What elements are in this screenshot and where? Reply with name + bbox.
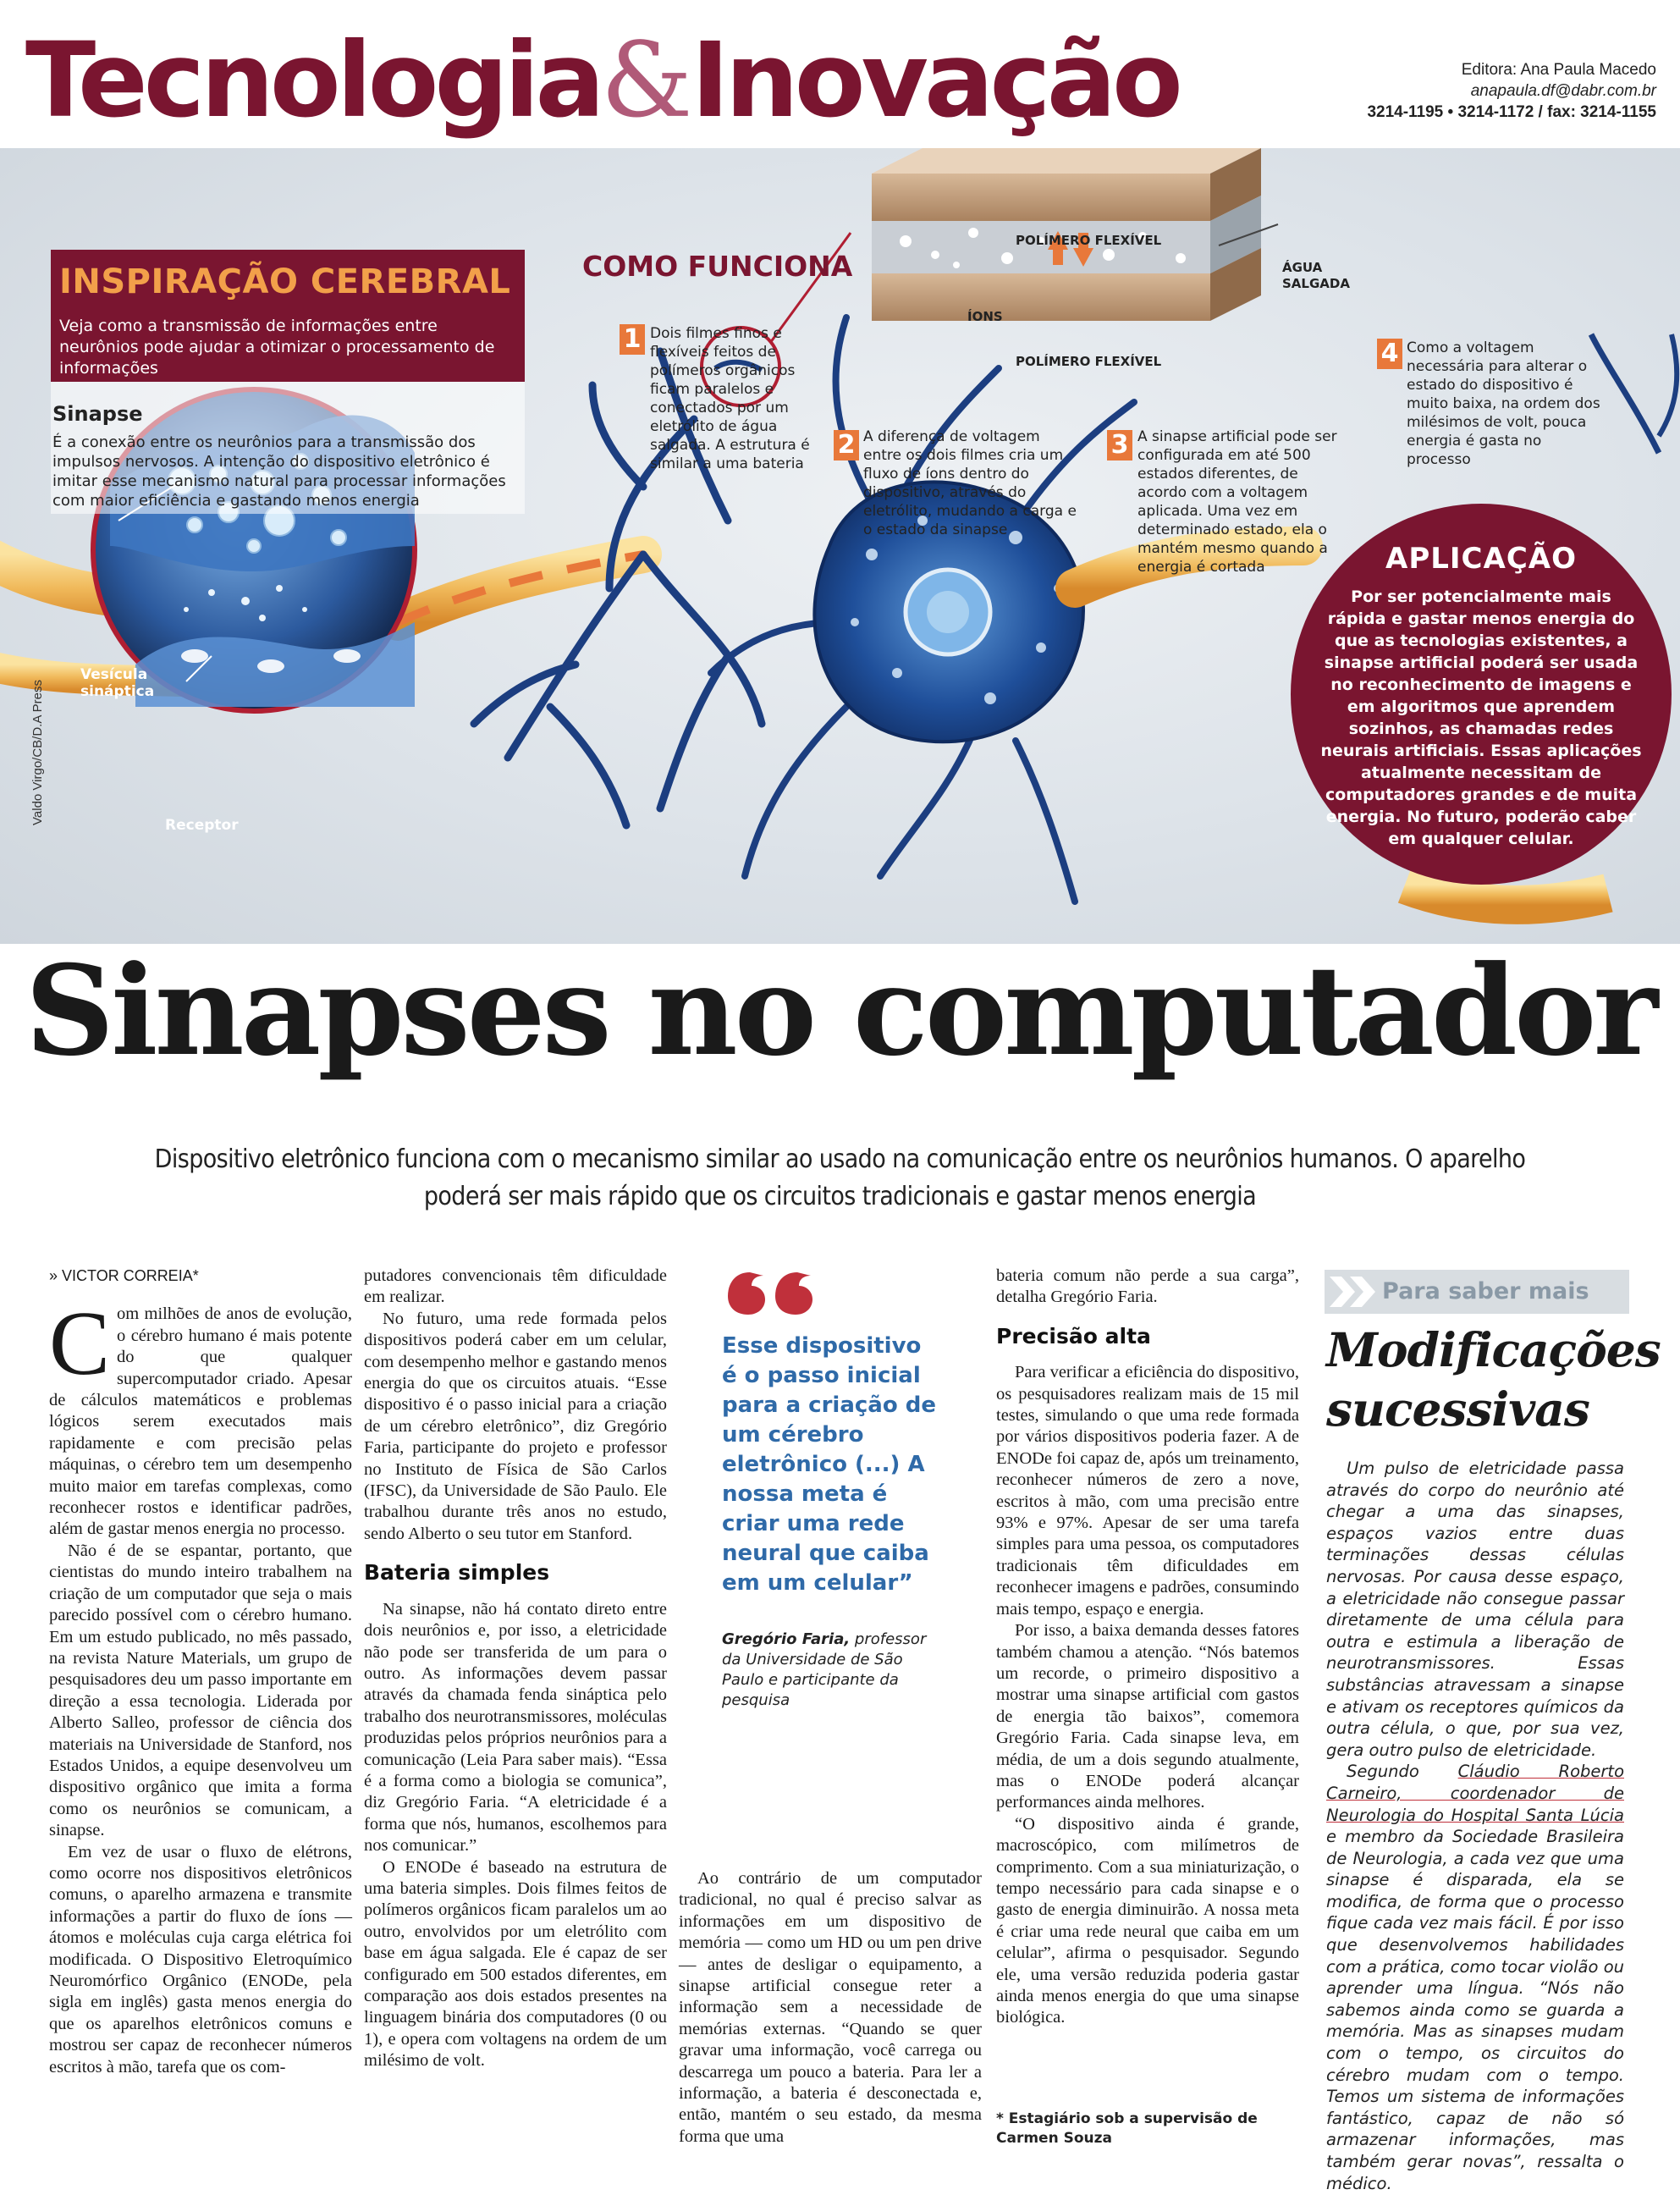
section-title-ampersand: & bbox=[600, 20, 691, 141]
subhead-bateria-simples: Bateria simples bbox=[364, 1560, 550, 1586]
pullquote-role: professor da Universidade de São Paulo e participante da pesquisa bbox=[722, 1630, 927, 1709]
agua-salgada-label: ÁGUA SALGADA bbox=[1282, 260, 1350, 291]
paragraph: Em vez de usar o fluxo de elétrons, como ocorre nos dispositivos eletrônicos comuns, o aparelho armazena e transmite informações a partir do fluxo de íons — átomos e moléculas cuja carga elétrica foi modificada. O Dispositivo Eletroquímico Neuromórfico Orgânico (ENODe, pela sigla em inglês) gasta menos energia do que os aparelhos eletrônicos comuns e mostrou ser capaz de reconhecer números escritos à mão, tarefa que os com- bbox=[49, 1842, 352, 2076]
step-3-text: A sinapse artificial pode ser configurada em até 500 estados diferentes, de acordo com a voltagem aplicada. Uma vez em determinado estado, ela o mantém mesmo quando a energia é cortada bbox=[1137, 428, 1337, 576]
sidebar-title: Modificações sucessivas bbox=[1326, 1322, 1661, 1437]
receptor-label: Receptor bbox=[165, 817, 239, 834]
step-2-number: 2 bbox=[834, 430, 859, 461]
aplicacao-circle bbox=[1291, 504, 1672, 885]
article-column-3 bbox=[679, 1868, 982, 2148]
paragraph: Na sinapse, não há contato direto entre dois neurônios e, por isso, a eletricidade não pode ser transferida de um para o outro. As informações devem passar através da chamada fenda sináptica pelo trabalho dos neurotransmissores, moléculas produzidas pelos próprios neurônios para a comunicação (Leia Para saber mais). “Essa é a forma como a biologia se comunica”, diz Gregório Faria. “A eletricidade é a forma que nós, humanos, escolhemos para nos comunicar.” bbox=[364, 1599, 667, 1856]
pullquote: Esse dispositivo é o passo inicial para a criação de um cérebro eletrônico (...) A nossa meta é criar uma rede neural que caiba em um celular” bbox=[722, 1333, 936, 1596]
editor-name: Editora: Ana Paula Macedo bbox=[1461, 61, 1656, 79]
para-saber-mais-tag bbox=[1325, 1270, 1629, 1314]
pullquote-attribution bbox=[722, 1630, 942, 1711]
deck: Dispositivo eletrônico funciona com o mecanismo similar ao usado na comunicação entre os neurônios humanos. O aparelho poderá ser mais rápido que os circuitos tradicionais e gastar menos energia bbox=[154, 1144, 1526, 1211]
paragraph: Não é de se espantar, portanto, que cientistas do mundo inteiro trabalhem na criação de um computador que seja o mais parecido possível com o cérebro humano. Em um estudo publicado, no mês passado, na revista Nature Materials, um grupo de pesquisadores deu um passo importante em direção a essa tecnologia. Liderada por Alberto Salleo, professor de ciência dos materiais na Universidade de Stanford, nos Estados Unidos, a equipe desenvolveu um dispositivo orgânico que imita a forma como os neurônios se comunicam, a sinapse. bbox=[49, 1541, 352, 1840]
paragraph: putadores convencionais têm dificuldade em realizar. bbox=[364, 1266, 667, 1307]
ions-label: ÍONS bbox=[967, 309, 1003, 324]
intern-note: * Estagiário sob a supervisão de Carmen Souza bbox=[996, 2110, 1258, 2147]
paragraph: “O dispositivo ainda é grande, macroscópico, com milímetros de comprimento. Com a sua miniaturização, o tempo necessário para cada sinapse e o gasto de energia diminuirão. A nossa meta é criar uma rede neural que caiba em um celular”, afirma o pesquisador. Segundo ele, uma versão reduzida poderia gastar ainda menos energia do que uma sinapse biológica. bbox=[996, 1814, 1299, 2027]
infographic bbox=[0, 148, 1680, 944]
como-funciona-title: COMO FUNCIONA bbox=[582, 250, 853, 283]
vesicula-label: Vesícula sináptica bbox=[80, 666, 155, 700]
quote-marks-icon bbox=[726, 1266, 828, 1333]
subhead-precisao-alta: Precisão alta bbox=[996, 1323, 1151, 1348]
layer-bottom-label: POLÍMERO FLEXÍVEL bbox=[1016, 354, 1162, 369]
paragraph: O ENODe é baseado na estrutura de uma bateria simples. Dois filmes feitos de polímeros orgânicos ficam paralelos um ao outro, envolvidos por um eletrólito com base em água salgada. Ele é capaz de ser configurado em 500 estados diferentes, em comparação aos dois estados presentes na linguagem binária dos computadores (0 ou 1), e opera com voltagens na ordem de um milésimo de volt. bbox=[364, 1857, 667, 2071]
pullquote-name: Gregório Faria, bbox=[722, 1630, 851, 1648]
editor-email[interactable]: anapaula.df@dabr.com.br bbox=[1470, 82, 1656, 100]
article-column-1 bbox=[49, 1266, 352, 2078]
highlighted-source: Cláudio Roberto Carneiro, coordenador de Neurologia do Hospital Santa Lúcia bbox=[1326, 1762, 1625, 1825]
section-title bbox=[25, 17, 1179, 144]
sinapse-heading: Sinapse bbox=[52, 402, 143, 426]
article-column-2 bbox=[364, 1266, 667, 2072]
paragraph: Com milhões de anos de evolução, o cérebro humano é mais potente do que qualquer supercomputador criado. Apesar de cálculos matemáticos e problemas lógicos serem executados mais rapidamente e com precisão pelas máquinas, o cérebro tem um desempenho muito maior em tarefas complexas, como reconhecer rostos e identificar padrões, além de gastar menos energia no processo. bbox=[49, 1293, 352, 1539]
step-4-text: Como a voltagem necessária para alterar o estado do dispositivo é muito baixa, na ordem dos milésimos de volt, pouca energia é gasta no processo bbox=[1407, 339, 1600, 468]
inspiracao-banner bbox=[51, 250, 525, 382]
headline: Sinapses no computador bbox=[25, 939, 1655, 1084]
section-title-part2: Inovação bbox=[691, 20, 1179, 141]
photo-credit: Valdo Virgo/CB/D.A Press bbox=[30, 679, 45, 825]
section-title-part1: Tecnologia bbox=[25, 20, 601, 141]
step-3-number: 3 bbox=[1107, 430, 1132, 461]
step-2-text: A diferença de voltagem entre os dois filmes cria um fluxo de íons dentro do dispositivo, através do eletrólito, mudando a carga e o estado da sinapse bbox=[863, 428, 1077, 538]
editor-phones: 3214-1195 • 3214-1172 / fax: 3214-1155 bbox=[1367, 103, 1656, 121]
step-1-number: 1 bbox=[620, 324, 645, 355]
inspiracao-title: INSPIRAÇÃO CEREBRAL bbox=[59, 262, 511, 301]
paragraph: Um pulso de eletricidade passa através do corpo do neurônio até chegar a uma das sinapses, espaços vazios entre duas terminações dessas células nervosas. Por causa desse espaço, a eletricidade não consegue passar diretamente de uma célula para outra e estimula a liberação de neurotransmissores. Essas substâncias atravessam a sinapse e ativam os receptores químicos da outra célula, o que, por sua vez, gera outro pulso de eletricidade. bbox=[1326, 1459, 1624, 1760]
byline: » VICTOR CORREIA* bbox=[49, 1267, 199, 1284]
inspiracao-subtitle: Veja como a transmissão de informações entre neurônios pode ajudar a otimizar o processamento de informações bbox=[59, 317, 495, 378]
dropcap: C bbox=[49, 1293, 111, 1395]
sinapse-text: É a conexão entre os neurônios para a transmissão dos impulsos nervosos. A intenção do dispositivo eletrônico é imitar esse mecanismo natural para processar informações com maior eficiência e gastando menos energia bbox=[52, 433, 506, 510]
editor-block bbox=[1367, 59, 1656, 123]
paragraph: bateria comum não perde a sua carga”, detalha Gregório Faria. bbox=[996, 1266, 1299, 1307]
step-4-number: 4 bbox=[1377, 339, 1402, 369]
paragraph: Segundo Cláudio Roberto Carneiro, coordenador de Neurologia do Hospital Santa Lúcia e membro da Sociedade Brasileira de Neurologia, a cada vez que uma sinapse é disparada, ela se modifica, de forma que o processo fique cada vez mais fácil. É por isso que desenvolvemos habilidades com a prática, como tocar violão ou aprender uma língua. “Nós não sabemos ainda como se guarda a memória. Mas as sinapses mudam com o tempo, os circuitos do cérebro mudam com o tempo. Temos um sistema de informações fantástico, capaz de não só armazenar informações, mas também gerar novas”, ressalta o médico. bbox=[1326, 1762, 1625, 2193]
aplicacao-title: APLICAÇÃO bbox=[1385, 542, 1577, 576]
aplicacao-text: Por ser potencialmente mais rápida e gastar menos energia do que as tecnologias existentes, a sinapse artificial poderá ser usada no reconhecimento de imagens e em algoritmos que aprendem sozinhos, as chamadas redes neurais artificiais. Essas aplicações atualmente necessitam de computadores grandes e de muita energia. No futuro, poderão caber em qualquer celular. bbox=[1320, 587, 1642, 848]
paragraph: Por isso, a baixa demanda desses fatores também chamou a atenção. “Nós batemos um recorde, o primeiro dispositivo a mostrar uma sinapse artificial com gastos de energia tão baixos”, comemora Gregório Faria. Cada sinapse leva, em média, de um a dois segundo atualmente, mas o ENODe poderá alcançar performances ainda melhores. bbox=[996, 1621, 1299, 1812]
step-1-text: Dois filmes finos e flexíveis feitos de polímeros orgânicos ficam paralelos e conectados por um eletrólito de água salgada. A estrutura é similar a uma bateria bbox=[650, 325, 810, 472]
paragraph: Ao contrário de um computador tradicional, no qual é preciso salvar as informações em um dispositivo de memória — como um HD ou um pen drive — antes de desligar o equipamento, a sinapse artificial consegue reter a informação sem a necessidade de memórias externas. “Quando se quer gravar uma informação, você carrega ou descarrega um pouco a bateria. Para ler a informação, a bateria é desconectada e, então, mantém o seu estado, da mesma forma que uma bbox=[679, 1869, 982, 2146]
paragraph: Para verificar a eficiência do dispositivo, os pesquisadores realizam mais de 15 mil testes, simulando o que uma rede formada por vários dispositivos poderia fazer. A de ENODe foi capaz de, após um treinamento, reconhecer números de zero a nove, escritos à mão, com uma precisão entre 93% e 97%. Apesar de ser uma tarefa simples para uma pessoa, os computadores tradicionais têm dificuldades em reconhecer imagens e padrões, consumindo mais tempo, espaço e energia. bbox=[996, 1363, 1299, 1619]
layer-top-label: POLÍMERO FLEXÍVEL bbox=[1016, 233, 1162, 248]
para-saber-mais-label: Para saber mais bbox=[1382, 1278, 1589, 1304]
paragraph: No futuro, uma rede formada pelos dispositivos poderá caber em um celular, com desempenho melhor e gastando menos energia do que os circuitos atuais. “Esse dispositivo é o passo inicial para a criação de um cérebro eletrônico”, diz Gregório Faria, participante do projeto e professor no Instituto de Física de São Carlos (IFSC), da Universidade de São Paulo. Ele trabalhou durante três anos no estudo, sendo Alberto o seu tutor em Stanford. bbox=[364, 1309, 667, 1543]
double-chevron-icon bbox=[1330, 1277, 1377, 1307]
sidebar-text bbox=[1326, 1458, 1624, 2194]
article-column-4 bbox=[996, 1266, 1299, 2029]
